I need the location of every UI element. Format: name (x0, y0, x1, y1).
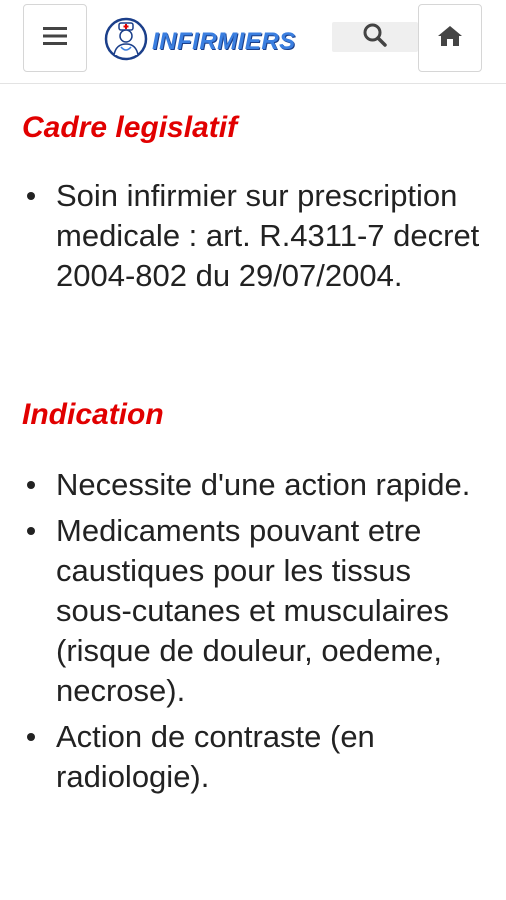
site-logo[interactable] (104, 17, 296, 66)
search-button[interactable] (332, 22, 418, 52)
section-heading-indication: Indication (22, 398, 164, 431)
home-button[interactable] (418, 4, 482, 72)
hamburger-menu-icon (42, 25, 68, 52)
list-item: Necessite d'une action rapide. (22, 465, 484, 505)
article-content (0, 84, 506, 797)
list-item: Action de contraste (en radiologie). (22, 717, 484, 797)
top-app-bar (0, 0, 506, 84)
nurse-logo-icon (104, 17, 148, 66)
section-heading-cadre-legislatif: Cadre legislatif (22, 111, 238, 144)
menu-button[interactable] (23, 4, 87, 72)
list-item: Medicaments pouvant etre caustiques pour les tissus sous-cutanes et musculaires (risque de douleur, oedeme, necrose). (22, 511, 484, 711)
search-icon (362, 22, 388, 53)
logo-text: INFIRMIERS (152, 27, 296, 55)
list-item: Soin infirmier sur prescription medicale : art. R.4311-7 decret 2004-802 du 29/07/2004. (22, 176, 484, 296)
cadre-legislatif-list (22, 176, 484, 296)
home-icon (437, 25, 463, 52)
indication-list (22, 465, 484, 797)
